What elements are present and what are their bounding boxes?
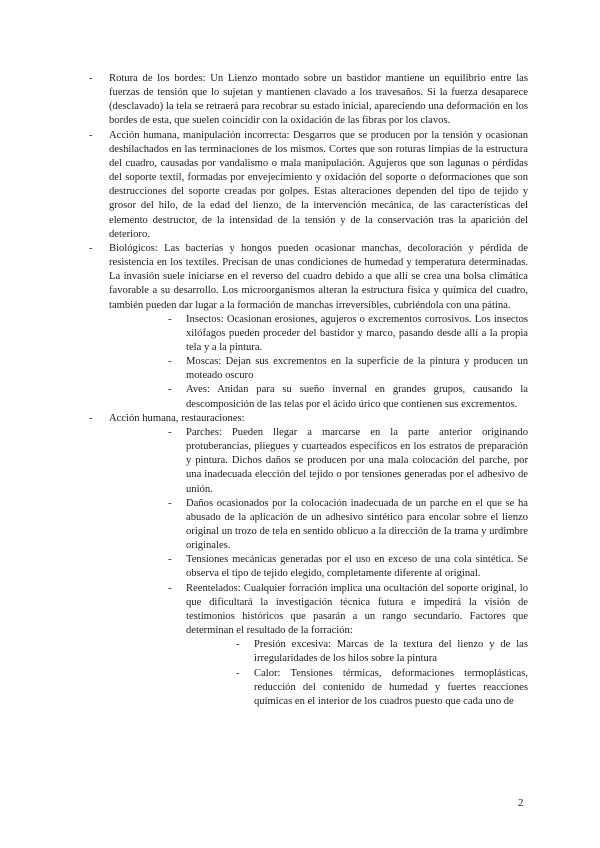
- bullet-marker: -: [236, 667, 240, 679]
- bullet-item-text: Parches: Pueden llegar a marcarse en la parte anterior originando protuberancias, pliegues y cuarteados específicos en los estratos de preparación y pintura. Dichos daños se producen por una mala colocación del parche, por una inadecuada elección del tejido o por tensiones generadas por el adhesivo de unión.: [186, 426, 528, 495]
- bullet-item-text: Insectos: Ocasionan erosiones, agujeros o excrementos corrosivos. Los insectos xilófagos pueden proceder del bastidor y marco, pasando desde allí a la propia tela y a la pintura.: [186, 313, 528, 353]
- sub-bullet-item-tensiones-mecanicas: [165, 553, 528, 581]
- page-content: [88, 72, 528, 709]
- bullet-item-text: Rotura de los bordes: Un Lienzo montado sobre un bastidor mantiene un equilibrio entre las fuerzas de tensión que lo sujetan y mantienen clavado a los travesaños. Si la fuerza desaparece (desclavado) la tela se retraerá para recobrar su estado inicial, apareciendo una deformación en los bordes de esta, que suelen coincidir con la oxidación de las fibras por los clavos.: [109, 73, 528, 127]
- bullet-marker: -: [89, 412, 93, 424]
- sub-bullet-item-danos-parche: [165, 497, 528, 554]
- sub-bullet-item-moscas: [165, 355, 528, 383]
- bullet-item-text: Biológicos: Las bacterias y hongos pueden ocasionar manchas, decoloración y pérdida de resistencia en los textiles. Precisan de unas condiciones de humedad y temperatura determinadas. La invasión suele iniciarse en el reverso del cuadro debido a que allí se crea una bolsa climática favorable a su desarrollo. Los microorganismos alteran la estructura física y química del cuadro, también pueden dar lugar a la formación de manchas irreversibles, cubriéndola con una pátina.: [109, 242, 528, 311]
- bullet-item-manipulacion-incorrecta: [88, 129, 528, 242]
- page-number: 2: [518, 797, 524, 809]
- sub-bullet-item-reentelados: [165, 582, 528, 639]
- bullet-marker: -: [168, 426, 172, 438]
- bullet-item-text: Presión excesiva: Marcas de la textura del lienzo y de las irregularidades de los hilos sobre la pintura: [254, 639, 528, 665]
- bullet-item-text: Daños ocasionados por la colocación inadecuada de un parche en el que se ha abusado de la aplicación de un adhesivo sintético para encolar sobre el lienzo original un trozo de tela en sentido oblicuo a la dirección de la trama y urdimbre originales.: [186, 497, 528, 552]
- bullet-item-text: Tensiones mecánicas generadas por el uso en exceso de una cola sintética. Se observa el tipo de tejido elegido, completamente diferente al original.: [186, 554, 528, 580]
- bullet-marker: -: [168, 356, 172, 368]
- bullet-item-restauraciones: [88, 412, 528, 426]
- bullet-item-text: Moscas: Dejan sus excrementos en la superficie de la pintura y producen un moteado oscuro: [186, 356, 528, 382]
- bullet-marker: -: [168, 554, 172, 566]
- sub-bullet-item-aves: [165, 383, 528, 411]
- bullet-marker: -: [168, 313, 172, 325]
- sub-sub-bullet-item-presion: [233, 638, 528, 666]
- bullet-marker: -: [89, 242, 93, 254]
- sub-bullet-item-insectos: [165, 313, 528, 355]
- bullet-marker: -: [89, 73, 93, 84]
- sub-sub-bullet-item-calor: [233, 667, 528, 709]
- bullet-item-text: Aves: Anidan para su sueño invernal en grandes grupos, causando la descomposición de las telas por el ácido úrico que contienen sus excrementos.: [186, 384, 528, 410]
- bullet-item-text: Acción humana, restauraciones:: [109, 412, 245, 424]
- bullet-item-text: Reentelados: Cualquier forración implica una ocultación del soporte original, lo que dificultará la investigación técnica futura e impedirá la visión de testimonios históricos que pasarán a un rango secundario. Factores que determinan el resultado de la forración:: [186, 582, 528, 637]
- bullet-marker: -: [236, 639, 240, 651]
- sub-bullet-item-parches: [165, 426, 528, 497]
- bullet-marker: -: [168, 582, 172, 594]
- bullet-marker: -: [89, 129, 93, 141]
- bullet-item-text: Calor: Tensiones térmicas, deformaciones termoplásticas, reducción del contenido de humedad y fuertes reacciones químicas en el interior de los cuadros puesto que cada uno de: [254, 667, 528, 707]
- bullet-item-biologicos: [88, 242, 528, 313]
- bullet-item-rotura-bordes: [88, 72, 528, 129]
- bullet-marker: -: [168, 384, 172, 396]
- bullet-marker: -: [168, 497, 172, 509]
- bullet-item-text: Acción humana, manipulación incorrecta: Desgarros que se producen por la tensión y ocasionan deshilachados en las terminaciones de los mismos. Cortes que son roturas limpias de la estructura del cuadro, causadas por vandalismo o mala manipulación. Agujeros que son lagunas o pérdidas del soporte textil, formadas por envejecimiento y oxidación del soporte o deformaciones que son destrucciones del soporte creadas por golpes. Estas alteraciones dependen del tipo de tejido y grosor del hilo, de la edad del lienzo, de la intervención mecánica, de las características del elemento destructor, de la intensidad de la tensión y de la conservación tras la aparición del deterioro.: [109, 129, 528, 240]
